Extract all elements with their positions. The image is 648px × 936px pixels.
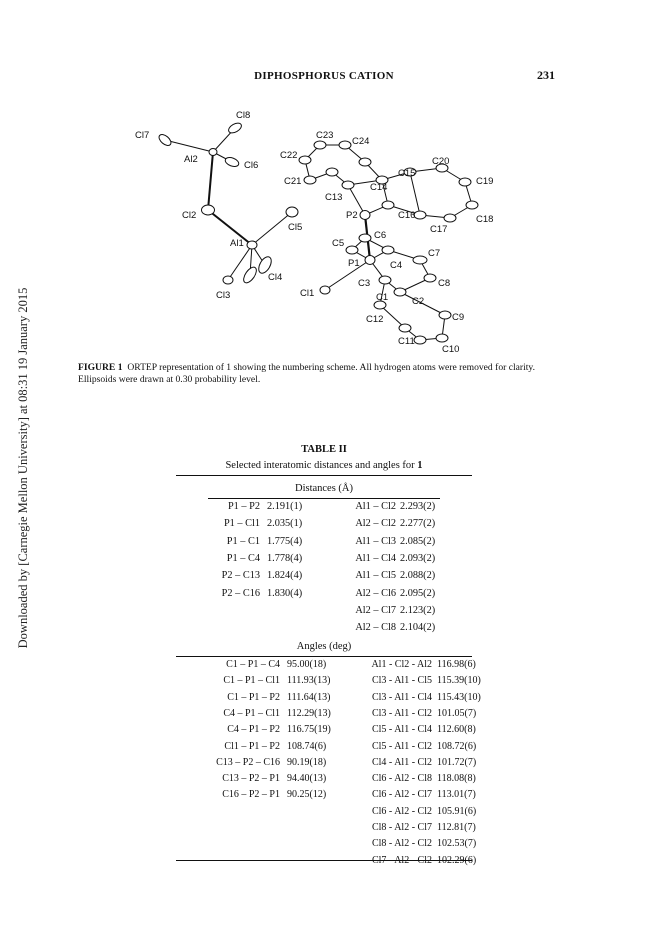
atom-label: C8: [438, 278, 451, 289]
right-value: 118.08(8): [437, 773, 476, 785]
atom-label: C15: [398, 168, 416, 179]
left-label: C4 – P1 – P2: [227, 724, 280, 736]
atom-label: Cl6: [244, 160, 259, 171]
atom-label: C4: [390, 260, 403, 271]
left-value: 1.824(4): [267, 570, 303, 582]
left-label: C4 – P1 – Cl1: [223, 707, 280, 719]
atom-label: C6: [374, 230, 387, 241]
right-value: 2.123(2): [400, 604, 436, 616]
right-value: 116.98(6): [437, 659, 476, 670]
right-value: 112.81(7): [437, 822, 476, 833]
right-label: Cl8 - Al2 - Cl7: [371, 822, 432, 833]
atom-label: C3: [358, 278, 371, 289]
left-label: C13 – P2 – P1: [222, 773, 280, 785]
left-value: 116.75(19): [287, 724, 331, 736]
left-value: 1.775(4): [267, 535, 303, 547]
atom-label: Cl2: [182, 210, 197, 221]
atom-label: C21: [284, 176, 302, 187]
atom-label: C22: [280, 150, 298, 161]
ortep-figure: [120, 100, 540, 360]
atom-label: C14: [370, 182, 388, 193]
atom-label: C13: [325, 192, 343, 203]
atom-label: C5: [332, 238, 345, 249]
left-value: 94.40(13): [287, 773, 327, 785]
atom-label: C2: [412, 296, 425, 307]
left-value: 1.830(4): [267, 587, 303, 599]
page-number: 231: [537, 68, 555, 82]
table-title: TABLE II: [301, 444, 347, 455]
atom-label: Cl7: [135, 130, 150, 141]
left-value: 90.19(18): [287, 756, 327, 768]
atom-label: P2: [346, 210, 358, 221]
right-label: Cl6 - Al2 - Cl2: [371, 805, 432, 817]
running-title: DIPHOSPHORUS CATION: [254, 70, 394, 82]
right-label: Al2 – Cl7: [355, 604, 396, 616]
ortep-diagram: [120, 100, 540, 360]
right-value: 2.093(2): [400, 552, 436, 564]
atom-label: C12: [366, 314, 384, 325]
left-label: C16 – P2 – P1: [222, 789, 280, 801]
angles-heading: Angles (deg): [296, 641, 352, 652]
right-value: 115.43(10): [437, 691, 481, 703]
left-value: 108.74(6): [287, 740, 327, 752]
atom-label: C23: [316, 130, 334, 141]
figure-caption: [78, 362, 568, 386]
distances-heading: Distances (Å): [294, 483, 354, 494]
atom-label: Cl3: [216, 290, 231, 301]
right-value: 2.095(2): [400, 587, 436, 599]
right-label: Cl5 - Al1 - Cl2: [371, 740, 432, 752]
table-bottom-rule: [176, 860, 472, 861]
atom-label: Cl5: [288, 222, 303, 233]
right-label: Al1 - Cl2 - Al2: [371, 659, 432, 670]
atom-label: C18: [476, 214, 494, 225]
atom-label: Al1: [230, 238, 244, 249]
left-label: C13 – P2 – C16: [216, 756, 280, 768]
atom-label: C7: [428, 248, 441, 259]
right-value: 113.01(7): [437, 789, 476, 801]
right-label: Cl6 - Al2 - Cl8: [371, 773, 432, 785]
atom-label: C17: [430, 224, 448, 235]
right-value: 101.05(7): [437, 707, 477, 719]
left-value: 1.778(4): [267, 552, 303, 564]
table-top-rule: [176, 475, 472, 476]
atom-label: Cl8: [236, 110, 251, 121]
atom-label: P1: [348, 258, 360, 269]
atom-label: C16: [398, 210, 416, 221]
left-label: C1 – P1 – Cl1: [223, 675, 280, 687]
right-value: 2.293(2): [400, 501, 436, 512]
left-value: 111.64(13): [287, 691, 331, 703]
atom-label: Al2: [184, 154, 198, 165]
left-label: P1 – C1: [226, 535, 260, 547]
left-label: P1 – C4: [226, 552, 260, 564]
left-label: Cl1 – P1 – P2: [224, 740, 280, 752]
angles-rule: [176, 656, 472, 657]
atom-label: C11: [398, 336, 415, 347]
right-value: 2.085(2): [400, 535, 436, 547]
left-value: 95.00(18): [287, 659, 327, 670]
right-label: Cl8 - Al2 - Cl2: [371, 838, 432, 850]
figure-caption-label: FIGURE 1: [78, 362, 123, 373]
right-value: 108.72(6): [437, 740, 477, 752]
right-value: 115.39(10): [437, 675, 481, 687]
right-label: Cl3 - Al1 - Cl4: [371, 691, 432, 703]
right-label: Cl3 - Al1 - Cl2: [371, 707, 432, 719]
right-label: Al1 – Cl4: [355, 552, 396, 564]
atom-label: C9: [452, 312, 465, 323]
table-subtitle-text: Selected interatomic distances and angles for: [225, 460, 418, 471]
right-label: Al1 – Cl5: [355, 570, 396, 582]
right-label: Cl6 - Al2 - Cl7: [371, 789, 432, 801]
left-label: P1 – P2: [227, 501, 260, 512]
right-value: 112.60(8): [437, 724, 476, 736]
left-label: C1 – P1 – P2: [227, 691, 280, 703]
right-value: 2.088(2): [400, 570, 436, 582]
right-label: Cl7 - Al2 - Cl2: [371, 854, 432, 866]
right-label: Cl4 - Al1 - Cl2: [371, 756, 432, 768]
left-value: 112.29(13): [287, 707, 331, 719]
left-value: 2.035(1): [267, 518, 303, 530]
left-value: 2.191(1): [267, 501, 303, 512]
right-value: 2.277(2): [400, 518, 436, 530]
download-watermark: Downloaded by [Carnegie Mellon University] at 08:31 19 January 2015: [16, 287, 30, 649]
left-label: C1 – P1 – C4: [226, 659, 280, 670]
atom-label: C19: [476, 176, 494, 187]
right-label: Cl3 - Al1 - Cl5: [371, 675, 432, 687]
distances-rule: [208, 498, 440, 499]
left-label: P1 – Cl1: [223, 518, 260, 530]
right-value: 102.53(7): [437, 838, 477, 850]
right-label: Al2 – Cl2: [355, 518, 396, 530]
right-label: Al2 – Cl8: [355, 622, 396, 634]
right-value: 101.72(7): [437, 756, 477, 768]
right-value: 102.29(6): [437, 854, 477, 866]
table-subtitle-compound: 1: [417, 460, 423, 471]
right-label: Cl5 - Al1 - Cl4: [371, 724, 432, 736]
left-value: 90.25(12): [287, 789, 327, 801]
right-label: Al2 – Cl6: [355, 587, 396, 599]
right-value: 2.104(2): [400, 622, 436, 634]
atom-label: C20: [432, 156, 450, 167]
figure-caption-text: ORTEP representation of 1 showing the numbering scheme. All hydrogen atoms were removed for clarity. Ellipsoids were drawn at 0.30 probability level.: [78, 362, 535, 385]
right-label: Al1 – Cl2: [355, 501, 396, 512]
left-value: 111.93(13): [287, 675, 331, 687]
left-label: P2 – C16: [221, 587, 260, 599]
right-label: Al1 – Cl3: [355, 535, 396, 547]
atom-label: C24: [352, 136, 370, 147]
atom-label: Cl1: [300, 288, 315, 299]
atom-label: Cl4: [268, 272, 283, 283]
table-subtitle: [0, 460, 648, 471]
atom-label: C10: [442, 344, 460, 355]
left-label: P2 – C13: [221, 570, 260, 582]
right-value: 105.91(6): [437, 805, 477, 817]
atom-label: C1: [376, 292, 389, 303]
